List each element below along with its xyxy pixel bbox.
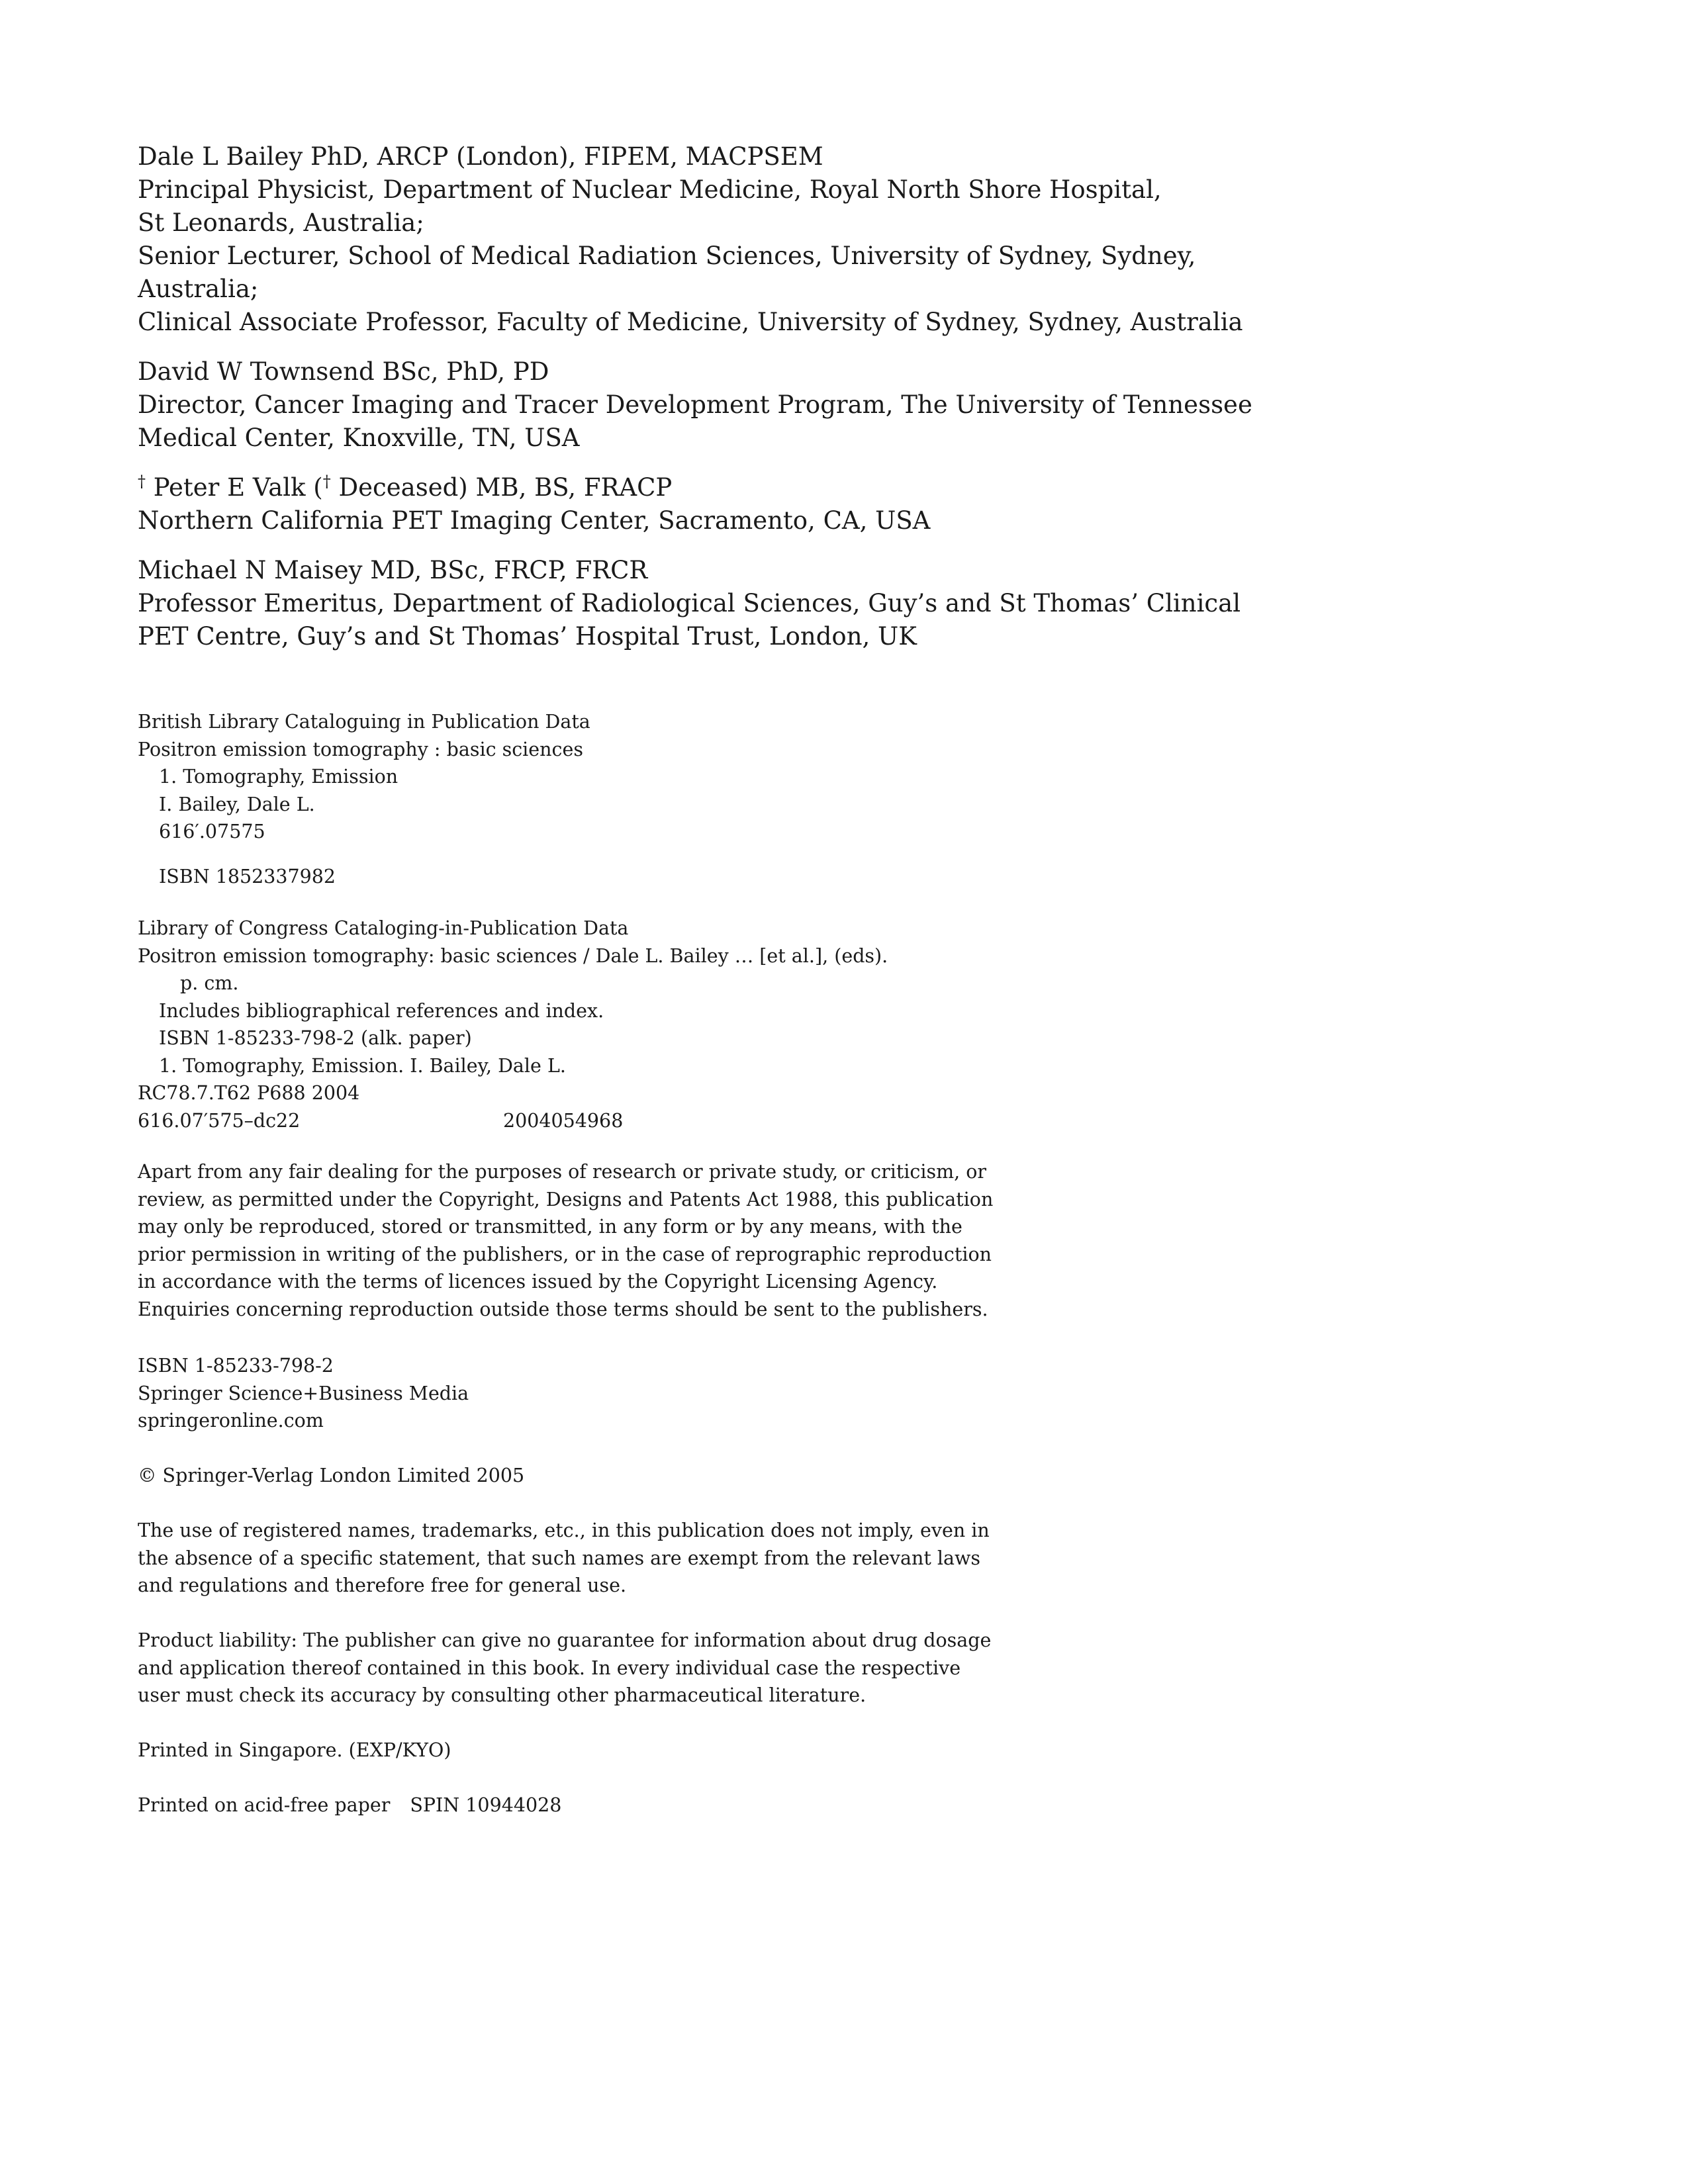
editor-bailey	[138, 140, 1243, 339]
loc-dewey: 616.07′575–dc22	[138, 1109, 301, 1132]
trademark-notice	[138, 1517, 990, 1600]
notice-line: and application thereof contained in this book. In every individual case the respective	[138, 1657, 961, 1679]
publisher-website: springeronline.com	[138, 1410, 324, 1432]
cip-title: Positron emission tomography : basic sciences	[138, 738, 583, 760]
notice-line: The use of registered names, trademarks, etc., in this publication does not imply, even in	[138, 1520, 990, 1541]
notice-line: may only be reproduced, stored or transmitted, in any form or by any means, with the	[138, 1216, 962, 1238]
loc-includes: Includes bibliographical references and index.	[159, 999, 604, 1022]
editor-affiliation-line: Australia;	[138, 275, 259, 303]
cip-author: I. Bailey, Dale L.	[159, 793, 315, 815]
notice-line: and regulations and therefore free for general use.	[138, 1574, 627, 1596]
loc-dewey-row	[138, 1107, 888, 1135]
editor-name: David W Townsend BSc, PhD, PD	[138, 357, 549, 386]
loc-heading: Library of Congress Cataloging-in-Publication Data	[138, 917, 629, 939]
loc-call-number: RC78.7.T62 P688 2004	[138, 1082, 360, 1104]
loc-lccn: 2004054968	[503, 1109, 624, 1132]
editor-affiliation-line: PET Centre, Guy’s and St Thomas’ Hospital Trust, London, UK	[138, 622, 917, 651]
editor-name: Michael N Maisey MD, BSc, FRCP, FRCR	[138, 556, 648, 584]
cip-heading: British Library Cataloguing in Publication Data	[138, 711, 590, 733]
notice-line: review, as permitted under the Copyright, Designs and Patents Act 1988, this publication	[138, 1188, 994, 1210]
british-library-isbn-block	[138, 863, 336, 891]
editor-affiliation-line: St Leonards, Australia;	[138, 208, 424, 237]
printed-in-block	[138, 1737, 451, 1764]
editor-affiliation-line: Northern California PET Imaging Center, Sacramento, CA, USA	[138, 506, 931, 535]
notice-line: Product liability: The publisher can give no guarantee for information about drug dosage	[138, 1629, 992, 1651]
editor-valk	[138, 471, 930, 537]
publisher-name: Springer Science+Business Media	[138, 1382, 469, 1404]
british-library-cip	[138, 708, 590, 846]
dagger-symbol: †	[322, 472, 331, 491]
editor-name: Dale L Bailey PhD, ARCP (London), FIPEM, MACPSEM	[138, 142, 823, 171]
spin-number: SPIN 10944028	[410, 1794, 562, 1816]
copyright-notice	[138, 1158, 993, 1323]
editor-affiliation-line: Senior Lecturer, School of Medical Radiation Sciences, University of Sydney, Sydney,	[138, 242, 1196, 270]
loc-pages: p. cm.	[180, 972, 239, 994]
loc-isbn: ISBN 1-85233-798-2 (alk. paper)	[159, 1027, 472, 1049]
printed-on: Printed on acid-free paper	[138, 1794, 391, 1816]
copyright-line-block	[138, 1462, 524, 1490]
notice-line: in accordance with the terms of licences issued by the Copyright Licensing Agency.	[138, 1271, 938, 1293]
editor-affiliation-line: Director, Cancer Imaging and Tracer Development Program, The University of Tennessee	[138, 390, 1252, 419]
editor-maisey	[138, 554, 1241, 653]
editor-townsend	[138, 355, 1252, 455]
cip-classification: 616′.07575	[159, 821, 265, 842]
editor-name	[138, 471, 930, 504]
notice-line: user must check its accuracy by consulting other pharmaceutical literature.	[138, 1684, 867, 1706]
notice-line: prior permission in writing of the publishers, or in the case of reprographic reproduction	[138, 1243, 992, 1265]
library-of-congress-cip	[138, 915, 888, 1134]
loc-subject: 1. Tomography, Emission. I. Bailey, Dale L.	[159, 1054, 566, 1077]
notice-line: the absence of a specific statement, that such names are exempt from the relevant laws	[138, 1547, 980, 1569]
cip-subject: 1. Tomography, Emission	[159, 766, 399, 788]
editor-affiliation-line: Principal Physicist, Department of Nuclear Medicine, Royal North Shore Hospital,	[138, 175, 1162, 204]
printed-in: Printed in Singapore. (EXP/KYO)	[138, 1739, 451, 1761]
deceased-note: Deceased) MB, BS, FRACP	[338, 473, 673, 502]
editor-affiliation-line: Clinical Associate Professor, Faculty of Medicine, University of Sydney, Sydney, Australia	[138, 308, 1243, 336]
editor-affiliation-line: Medical Center, Knoxville, TN, USA	[138, 424, 580, 452]
printed-on-block	[138, 1792, 561, 1819]
notice-line: Apart from any fair dealing for the purposes of research or private study, or criticism, or	[138, 1161, 987, 1183]
publisher-info	[138, 1352, 469, 1435]
cip-isbn: ISBN 1852337982	[159, 866, 336, 887]
loc-title: Positron emission tomography: basic sciences / Dale L. Bailey … [et al.], (eds).	[138, 944, 888, 967]
notice-line: Enquiries concerning reproduction outside those terms should be sent to the publishers.	[138, 1298, 988, 1320]
copyright-line: © Springer-Verlag London Limited 2005	[138, 1465, 525, 1486]
printed-on-row	[138, 1792, 561, 1819]
editor-affiliation-line: Professor Emeritus, Department of Radiological Sciences, Guy’s and St Thomas’ Clinical	[138, 589, 1241, 617]
publisher-isbn: ISBN 1-85233-798-2	[138, 1355, 334, 1377]
editor-name-text: Peter E Valk (	[153, 473, 323, 502]
dagger-symbol: †	[138, 472, 146, 491]
liability-notice	[138, 1627, 991, 1709]
